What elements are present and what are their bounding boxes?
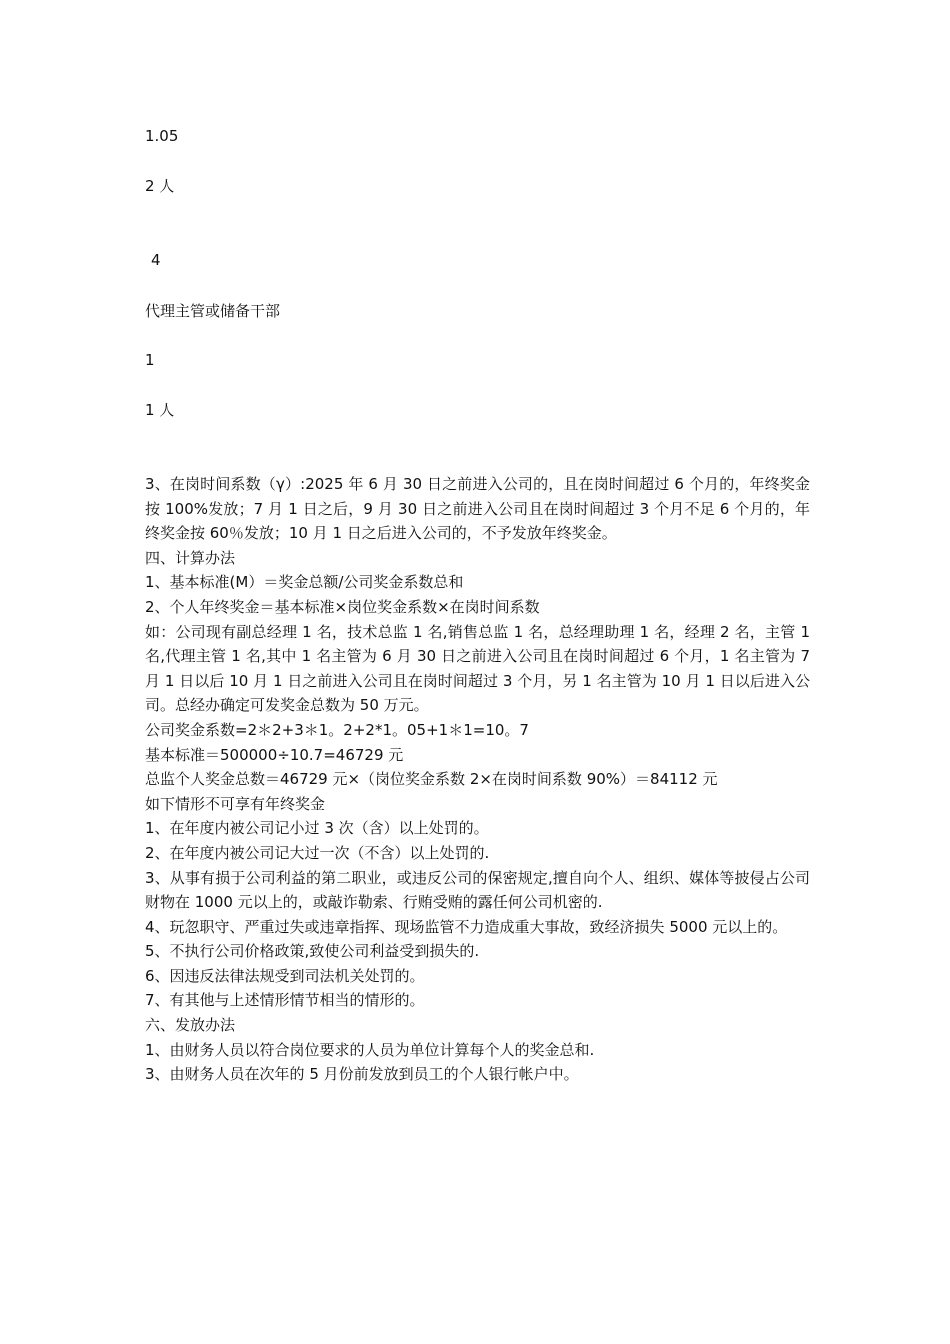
list-item-exclusion: 4、玩忽职守、严重过失或违章指挥、现场监管不力造成重大事故，致经济损失 5000 元以上的。 xyxy=(145,917,788,936)
list-item-exclusion: 2、在年度内被公司记大过一次（不含）以上处罚的. xyxy=(145,843,490,862)
paragraph-coefficient-total: 公司奖金系数=2＊2+3＊1。2+2*1。05+1＊1=10。7 xyxy=(145,720,529,739)
table-fragment-position: 代理主管或储备干部 xyxy=(145,302,281,320)
list-item-exclusion: 5、不执行公司价格政策,致使公司利益受到损失的. xyxy=(145,942,480,961)
table-fragment-coefficient: 1 xyxy=(145,351,155,369)
list-item-exclusion: 3、从事有损于公司利益的第二职业，或违反公司的保密规定,擅自向个人、组织、媒体等披侵占公司财物在 1000 元以上的，或敲诈勒索、行贿受贿的露任何公司机密的. xyxy=(145,868,810,912)
paragraph-personal-bonus: 2、个人年终奖金＝基本标准×岗位奖金系数×在岗时间系数 xyxy=(145,597,540,616)
table-fragment-row-number: 4 xyxy=(151,251,161,269)
section-heading-calculation: 四、计算办法 xyxy=(145,548,236,567)
list-item-exclusion: 7、有其他与上述情形情节相当的情形的。 xyxy=(145,991,425,1010)
section-heading-distribution: 六、发放办法 xyxy=(145,1016,236,1035)
paragraph-basic-standard: 1、基本标准(M）＝奖金总额/公司奖金系数总和 xyxy=(145,573,464,592)
table-fragment-coefficient: 1.05 xyxy=(145,127,179,145)
paragraph-tenure-coefficient: 3、在岗时间系数（γ）:2025 年 6 月 30 日之前进入公司的，且在岗时间超过 6 个月的，年终奖金按 100%发放；7 月 1 日之后，9 月 30 日之前进入公司且在岗时间超过 3 个月不足 6 个月的，年终奖金按 60％发放；10 月 1 日之后进入公司的，不予发放年终奖金。 xyxy=(145,475,810,543)
list-item-exclusion: 6、因违反法律法规受到司法机关处罚的。 xyxy=(145,966,425,985)
document-body xyxy=(145,472,810,1087)
table-fragment-headcount: 2 人 xyxy=(145,177,175,195)
list-item-exclusion: 1、在年度内被公司记小过 3 次（含）以上处罚的。 xyxy=(145,819,489,838)
paragraph-basic-standard-value: 基本标准＝500000÷10.7=46729 元 xyxy=(145,745,404,764)
paragraph-exclusion-heading: 如下情形不可享有年终奖金 xyxy=(145,794,326,813)
table-fragment-headcount: 1 人 xyxy=(145,401,175,419)
list-item-distribution: 1、由财务人员以符合岗位要求的人员为单位计算每个人的奖金总和. xyxy=(145,1040,595,1059)
paragraph-example: 如：公司现有副总经理 1 名，技术总监 1 名,销售总监 1 名，总经理助理 1 名，经理 2 名，主管 1 名,代理主管 1 名,其中 1 名主管为 6 月 30 日之前进入公司且在岗时间超过 6 个月，1 名主管为 7 月 1 日以后 10 月 1 日之前进入公司且在岗时间超过 3 个月，另 1 名主管为 10 月 1 日以后进入公司。总经办确定可发奖金总数为 50 万元。 xyxy=(145,622,810,715)
paragraph-director-bonus: 总监个人奖金总数＝46729 元×（岗位奖金系数 2×在岗时间系数 90%）＝84112 元 xyxy=(145,770,718,789)
list-item-distribution: 3、由财务人员在次年的 5 月份前发放到员工的个人银行帐户中。 xyxy=(145,1065,579,1084)
